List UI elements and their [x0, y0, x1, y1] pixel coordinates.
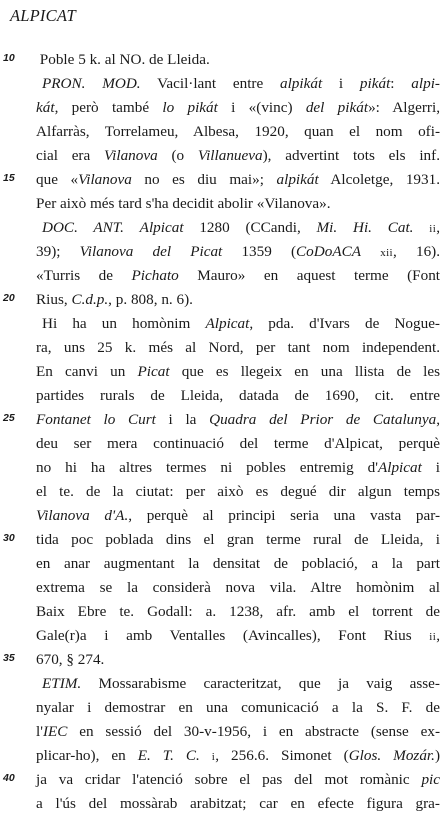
dictionary-page: ALPICAT 10 Poble 5 k. al NO. de Lleida. PRON. MOD. Vacil·lant entre alpikát i pikát: alpi- kát, però també lo pikát i «(vinc) del pikát»: Algerri, Alfarràs, Torrelameu, Albesa, 1920, quan el nom ofi- cial era Vilanova (o Villanueva), advertint tots els inf. 15 que «Vilanova no es diu mai»; alpikát Alcoletge, 1931. Per això més tard s'ha decidit abolir «Vilanova». DOC. ANT. Alpicat 1280 (CCandi, Mi. Hi. Cat. ii, 39); Vilanova del Picat 1359 (CoDoACA xii, 16). «Turris de Pichato Mauro» en aquest terme (Font 20 Rius, C.d.p., p. 808, n. 6). Hi ha un homònim Alpicat, pda. d'Ivars de Nogue- ra, uns 25 k. més al Nord, per tant nom independent. En canvi un Picat que es llegeix en una llista de les partides rurals de Lleida, datada de 1690, cit. entre 25 Fontanet lo Curt i la Quadra del Prior de Catalunya, deu ser mera continuació del terme d'Alpicat, perquè no hi ha altres termes ni pobles entremig d'Alpicat i el te. de la ciutat: per això es degué dir algun temps Vilanova d'A., perquè al principi seria una vasta par- 30 tida poc poblada dins el gran terme rural de Lleida, i en anar augmentant la densitat de població, a la part extrema se la considerà nova vila. Altre homònim al Baix Ebre te. Godall: a. 1238, afr. amb el torrent de Gale(r)a i amb Ventalles (Avincalles), Font Rius ii, 35 670, § 274. ETIM. Mossarabisme caracteritzat, que ja vaig asse- nyalar i demostrar en una comunicació a la S. F. de l'IEC en sessió del 30-v-1956, i en abstracte (sense ex- plicar-ho), en E. T. C. i, 256.6. Simonet (Glos. Mozár.) 40 ja va cridar l'atenció sobre el pas del mot romànic pic a l'ús del mossàrab arabitzat; car en efecte figura gra-: [3, 6, 441, 812]
line-number: 35: [3, 652, 15, 664]
entry-title: ALPICAT: [10, 6, 76, 25]
line-number: 15: [3, 172, 15, 184]
line-number: 20: [3, 292, 15, 304]
line-number: 25: [3, 412, 15, 424]
line-number: 40: [3, 772, 15, 784]
line-number: 30: [3, 532, 15, 544]
line-number: 10: [3, 52, 15, 64]
